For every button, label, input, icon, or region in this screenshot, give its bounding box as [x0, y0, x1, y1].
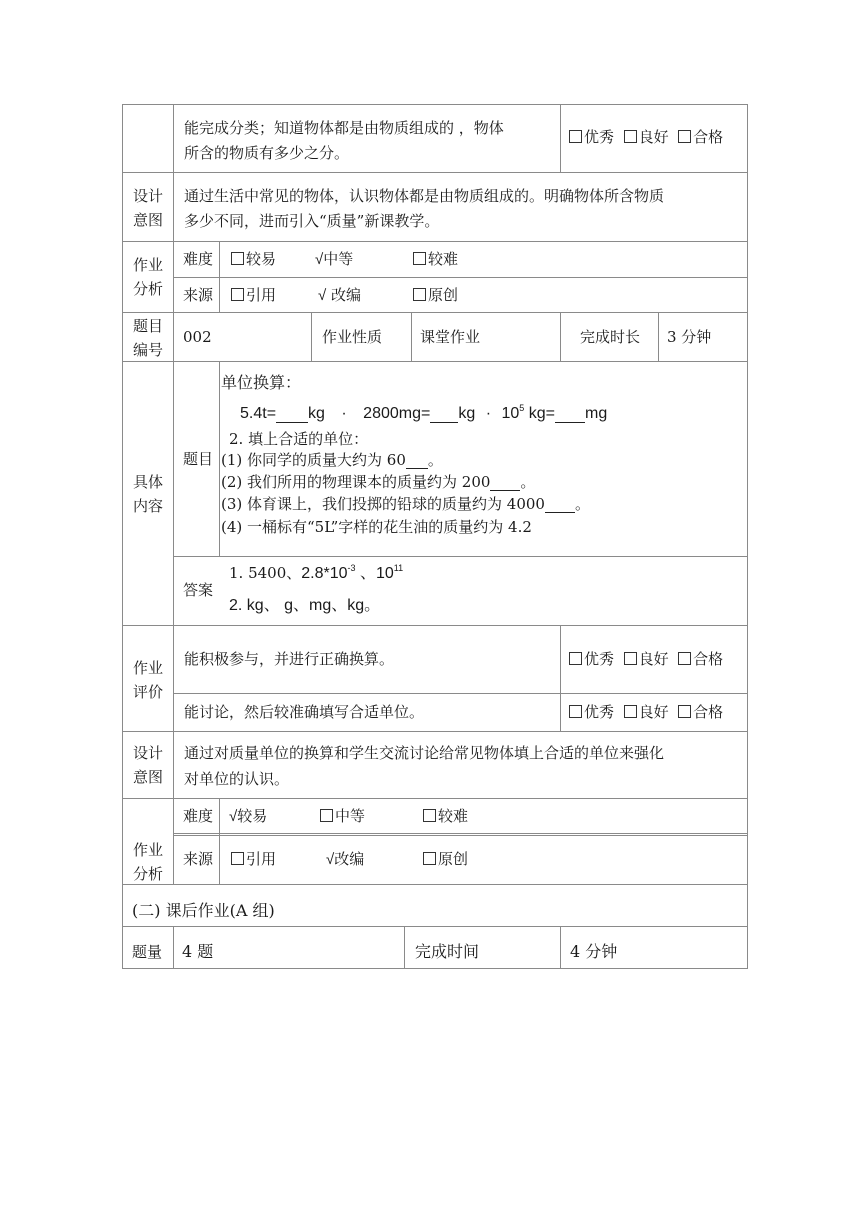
duration-value: 3 分钟 [667, 328, 712, 346]
design-text-line1: 通过生活中常见的物体，认识物体都是由物质组成的。明确物体所含物质 [184, 187, 665, 205]
duration-label: 完成时长 [580, 328, 641, 346]
design-label: 设计 意图 [132, 187, 163, 229]
number-label: 题目 编号 [132, 317, 163, 359]
difficulty-label: 难度 [183, 807, 214, 825]
source-label: 来源 [183, 850, 214, 868]
checkbox-icon[interactable] [231, 288, 244, 301]
difficulty-medium: √中等 [315, 250, 354, 268]
answer-2: 2. kg、 g、mg、kg。 [229, 597, 381, 614]
rule [122, 731, 748, 732]
rule [219, 361, 220, 556]
design-label: 设计 意图 [132, 744, 163, 786]
checkbox-icon[interactable] [624, 130, 637, 143]
check-mark-icon: √ [326, 851, 335, 868]
design-text-line1: 通过对质量单位的换算和学生交流讨论给常见物体填上合适的单位来强化 [184, 744, 665, 762]
criteria-text-line1: 能完成分类；知道物体都是由物质组成的 ，物体 [184, 119, 504, 137]
rule [411, 312, 412, 361]
checkbox-icon[interactable] [678, 652, 691, 665]
source-cite: 引用 [231, 852, 276, 867]
source-label: 来源 [183, 286, 214, 304]
design-text-line2: 多少不同，进而引入“质量”新课教学。 [184, 212, 440, 230]
rule [219, 241, 220, 312]
question-2-item: (3) 体育课上，我们投掷的铅球的质量约为 4000 。 [221, 495, 590, 513]
check-mark-icon: √ [315, 251, 324, 268]
answer-1: 1. 5400、$2.8*10^{-3}$ 、$10^{11}$ [229, 563, 404, 582]
question-title: 单位换算： [221, 375, 302, 392]
rule [311, 312, 312, 361]
source-original: 原创 [413, 288, 458, 303]
difficulty-medium: 中等 [320, 809, 365, 824]
question-number: 002 [183, 328, 212, 346]
checkbox-icon[interactable] [413, 288, 426, 301]
rule [122, 312, 748, 313]
design-text-line2: 对单位的认识。 [184, 770, 290, 788]
rule [122, 241, 748, 242]
count-label: 题量 [132, 943, 163, 961]
rule [560, 625, 561, 731]
rule [122, 172, 748, 173]
section-title: (二) 课后作业(A 组) [132, 901, 275, 920]
source-adapt: √ 改编 [318, 286, 362, 304]
checkbox-icon[interactable] [569, 652, 582, 665]
rule [122, 926, 748, 927]
answer-label: 答案 [183, 581, 214, 599]
nature-label: 作业性质 [322, 328, 383, 346]
evaluation-label: 作业 评价 [132, 659, 163, 701]
rule [173, 556, 748, 557]
checkbox-icon[interactable] [624, 652, 637, 665]
check-mark-icon: √ [229, 808, 238, 825]
source-adapt: √改编 [326, 850, 365, 868]
source-original: 原创 [423, 852, 468, 867]
rule [173, 833, 748, 834]
checkbox-icon[interactable] [320, 809, 333, 822]
analysis-label: 作业 分析 [132, 841, 163, 883]
rating-options: 优秀 良好 合格 [569, 705, 723, 720]
rule [122, 104, 123, 968]
rule [658, 312, 659, 361]
difficulty-easy: √较易 [229, 807, 268, 825]
nature-value: 课堂作业 [420, 328, 481, 346]
checkbox-icon[interactable] [569, 705, 582, 718]
question-label: 题目 [183, 450, 214, 468]
checkbox-icon[interactable] [413, 252, 426, 265]
rule [173, 926, 174, 968]
content-label: 具体 内容 [132, 473, 163, 515]
rule [404, 926, 405, 968]
difficulty-easy: 较易 [231, 252, 276, 267]
checkbox-icon[interactable] [231, 852, 244, 865]
rule [219, 798, 220, 884]
question-1: 5.4t= kg · 2800mg= kg · $10^5$ kg= mg [240, 403, 608, 422]
count-value: 4 题 [182, 942, 214, 961]
rule [122, 104, 748, 105]
evaluation-item-2: 能讨论，然后较准确填写合适单位。 [184, 703, 425, 721]
difficulty-label: 难度 [183, 250, 214, 268]
rule [122, 361, 748, 362]
difficulty-hard: 较难 [423, 809, 468, 824]
checkbox-icon[interactable] [231, 252, 244, 265]
rule [747, 104, 748, 968]
rule [173, 835, 748, 836]
rating-options: 优秀 良好 合格 [569, 652, 723, 667]
rule [122, 968, 748, 969]
checkbox-icon[interactable] [624, 705, 637, 718]
question-2-item: (2) 我们所用的物理课本的质量约为 200 。 [221, 473, 536, 491]
checkbox-icon[interactable] [678, 130, 691, 143]
rule [560, 104, 561, 172]
source-cite: 引用 [231, 288, 276, 303]
question-2-item: (4) 一桶标有“5L”字样的花生油的质量约为 4.2 [221, 518, 532, 536]
question-2-title: 2. 填上合适的单位： [229, 430, 369, 448]
checkbox-icon[interactable] [423, 809, 436, 822]
evaluation-item-1: 能积极参与，并进行正确换算。 [184, 650, 395, 668]
criteria-text-line2: 所含的物质有多少之分。 [184, 144, 350, 162]
analysis-label: 作业 分析 [132, 256, 163, 298]
rule [173, 104, 174, 884]
checkbox-icon[interactable] [678, 705, 691, 718]
rule [122, 884, 748, 885]
rating-options: 优秀 良好 合格 [569, 130, 723, 145]
rule [173, 693, 748, 694]
rule [173, 277, 748, 278]
rule [122, 798, 748, 799]
checkbox-icon[interactable] [569, 130, 582, 143]
difficulty-hard: 较难 [413, 252, 458, 267]
checkbox-icon[interactable] [423, 852, 436, 865]
time-value: 4 分钟 [570, 942, 618, 961]
question-2-item: (1) 你同学的质量大约为 60 。 [221, 451, 443, 469]
time-label: 完成时间 [415, 942, 480, 961]
rule [560, 312, 561, 361]
check-mark-icon: √ [318, 287, 327, 304]
rule [560, 926, 561, 968]
rule [122, 625, 748, 626]
